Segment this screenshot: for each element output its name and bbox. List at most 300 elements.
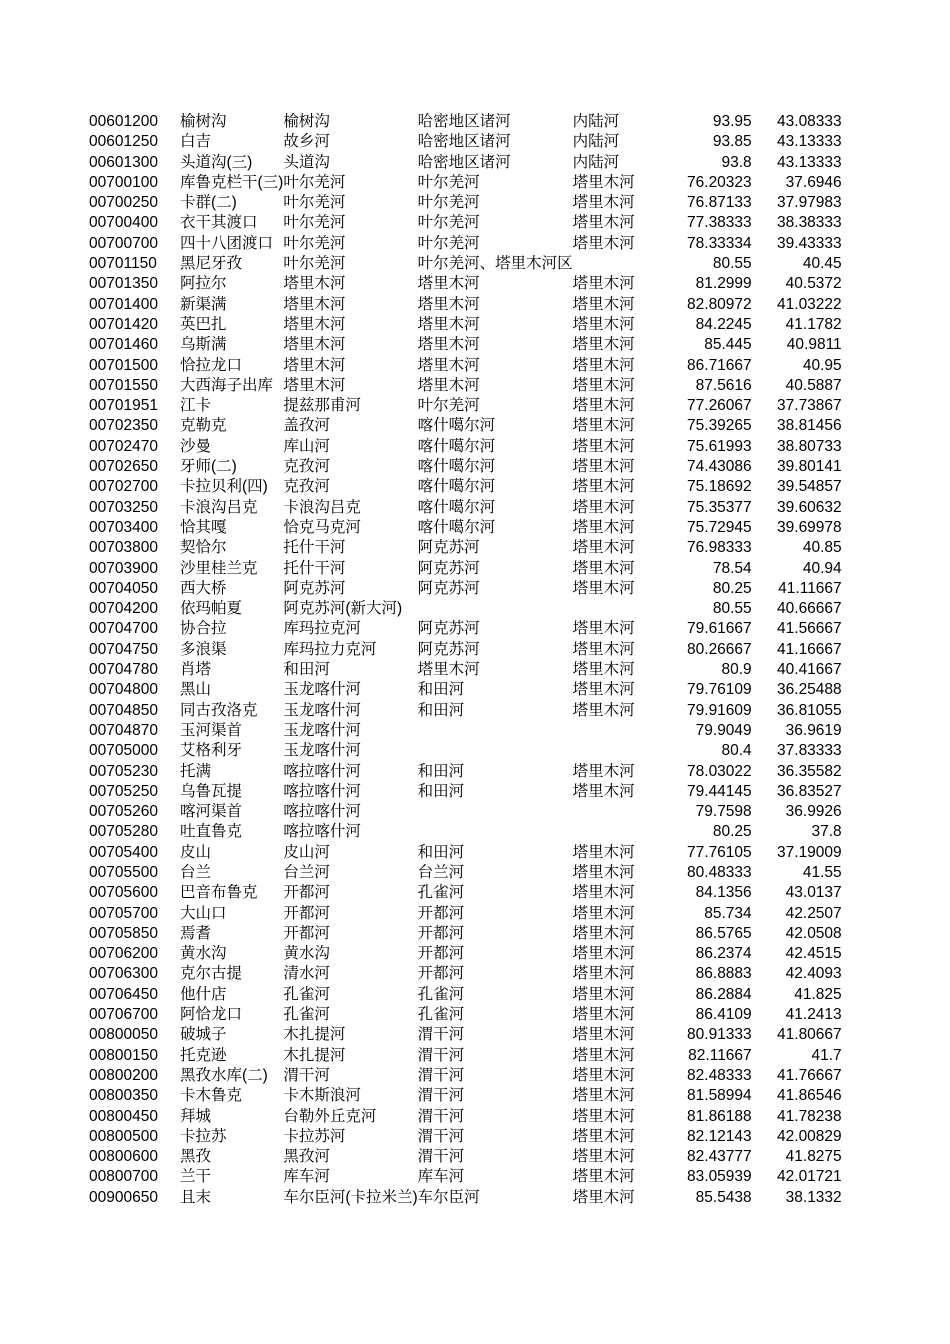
basin-cell[interactable]: 车尔臣河 xyxy=(417,1188,480,1206)
river-cell[interactable]: 叶尔羌河 xyxy=(283,234,346,252)
river-cell[interactable]: 喀拉喀什河 xyxy=(283,762,361,780)
river-system-cell[interactable]: 塔里木河 xyxy=(572,701,635,719)
station-code-cell[interactable]: 00706200 xyxy=(89,945,158,963)
latitude-cell[interactable]: 40.5887 xyxy=(785,376,842,394)
longitude-cell[interactable]: 80.91333 xyxy=(687,1026,752,1044)
station-name-cell[interactable]: 阿拉尔 xyxy=(180,275,227,293)
station-code-cell[interactable]: 00706450 xyxy=(89,985,158,1003)
latitude-cell[interactable]: 41.2413 xyxy=(785,1006,842,1024)
river-cell[interactable]: 卡拉苏河 xyxy=(283,1127,346,1145)
basin-cell[interactable]: 孔雀河 xyxy=(417,985,465,1003)
latitude-cell[interactable]: 40.94 xyxy=(802,559,842,577)
station-code-cell[interactable]: 00705260 xyxy=(89,803,158,821)
river-cell[interactable]: 喀拉喀什河 xyxy=(283,782,361,800)
basin-cell[interactable] xyxy=(418,822,573,842)
river-cell[interactable]: 渭干河 xyxy=(283,1066,330,1084)
longitude-cell[interactable]: 74.43086 xyxy=(687,458,752,476)
station-code-cell[interactable]: 00601300 xyxy=(89,153,158,171)
longitude-cell[interactable]: 75.72945 xyxy=(687,518,752,536)
station-code-cell[interactable]: 00800050 xyxy=(89,1026,158,1044)
station-name-cell[interactable]: 依玛帕夏 xyxy=(180,600,243,618)
latitude-cell[interactable]: 41.56667 xyxy=(777,620,842,638)
river-cell[interactable]: 开都河 xyxy=(283,904,330,922)
station-code-cell[interactable]: 00705250 xyxy=(89,782,158,800)
river-cell[interactable]: 卡浪沟吕克 xyxy=(283,498,361,516)
station-name-cell[interactable]: 破城子 xyxy=(180,1026,227,1044)
station-name-cell[interactable]: 乌斯满 xyxy=(180,336,227,354)
river-cell[interactable]: 托什干河 xyxy=(283,539,346,557)
river-cell[interactable]: 塔里木河 xyxy=(283,275,346,293)
station-name-cell[interactable]: 大西海子出库 xyxy=(180,376,274,394)
station-name-cell[interactable]: 卡拉贝利(四) xyxy=(180,478,268,496)
longitude-cell[interactable]: 87.5616 xyxy=(695,376,752,394)
basin-cell[interactable]: 塔里木河 xyxy=(417,336,480,354)
basin-cell[interactable]: 喀什噶尔河 xyxy=(417,518,496,536)
latitude-cell[interactable]: 37.6946 xyxy=(785,173,842,191)
river-system-cell[interactable]: 塔里木河 xyxy=(572,1127,635,1145)
longitude-cell[interactable]: 81.58994 xyxy=(687,1087,752,1105)
longitude-cell[interactable]: 77.76105 xyxy=(687,843,752,861)
latitude-cell[interactable]: 43.08333 xyxy=(777,113,842,130)
longitude-cell[interactable]: 80.55 xyxy=(712,600,752,618)
river-system-cell[interactable]: 塔里木河 xyxy=(572,945,635,963)
basin-cell[interactable]: 叶尔羌河 xyxy=(417,194,480,212)
basin-cell[interactable]: 喀什噶尔河 xyxy=(417,498,496,516)
station-code-cell[interactable]: 00701500 xyxy=(89,356,158,374)
river-system-cell[interactable]: 塔里木河 xyxy=(572,1087,635,1105)
basin-cell[interactable]: 渭干河 xyxy=(417,1066,465,1084)
latitude-cell[interactable]: 43.13333 xyxy=(777,133,842,151)
river-cell[interactable]: 喀拉喀什河 xyxy=(283,823,361,841)
river-system-cell[interactable]: 塔里木河 xyxy=(572,539,635,557)
station-code-cell[interactable]: 00800450 xyxy=(89,1107,158,1125)
river-system-cell[interactable]: 内陆河 xyxy=(572,113,620,130)
river-system-cell[interactable] xyxy=(573,599,664,619)
station-code-cell[interactable]: 00704050 xyxy=(89,579,158,597)
station-code-cell[interactable]: 00703900 xyxy=(89,559,158,577)
station-code-cell[interactable]: 00704870 xyxy=(89,721,158,739)
longitude-cell[interactable]: 75.18692 xyxy=(687,478,752,496)
river-system-cell[interactable]: 塔里木河 xyxy=(572,498,635,516)
river-cell[interactable]: 塔里木河 xyxy=(283,315,346,333)
river-system-cell[interactable]: 内陆河 xyxy=(572,153,620,171)
river-cell[interactable]: 台勒外丘克河 xyxy=(283,1107,377,1125)
longitude-cell[interactable]: 82.11667 xyxy=(688,1046,752,1064)
river-cell[interactable]: 开都河 xyxy=(283,884,330,902)
river-cell[interactable]: 库车河 xyxy=(283,1168,330,1186)
longitude-cell[interactable]: 80.9 xyxy=(721,661,752,679)
basin-cell[interactable]: 阿克苏河 xyxy=(417,640,480,658)
river-system-cell[interactable]: 塔里木河 xyxy=(572,214,635,232)
station-name-cell[interactable]: 卡浪沟吕克 xyxy=(180,498,258,516)
basin-cell[interactable]: 阿克苏河 xyxy=(417,620,480,638)
river-cell[interactable]: 木扎提河 xyxy=(283,1026,346,1044)
station-code-cell[interactable]: 00703400 xyxy=(89,518,158,536)
river-cell[interactable]: 黑孜河 xyxy=(283,1148,330,1166)
river-system-cell[interactable]: 内陆河 xyxy=(572,133,620,151)
basin-cell[interactable]: 渭干河 xyxy=(417,1107,465,1125)
station-name-cell[interactable]: 黑孜 xyxy=(180,1148,212,1166)
longitude-cell[interactable]: 79.44145 xyxy=(687,782,752,800)
river-system-cell[interactable]: 塔里木河 xyxy=(572,194,635,212)
latitude-cell[interactable]: 43.0137 xyxy=(785,884,842,902)
longitude-cell[interactable]: 75.61993 xyxy=(687,437,752,455)
basin-cell[interactable]: 喀什噶尔河 xyxy=(417,417,496,435)
longitude-cell[interactable]: 85.5438 xyxy=(695,1188,752,1206)
station-code-cell[interactable]: 00701420 xyxy=(89,315,158,333)
longitude-cell[interactable]: 93.85 xyxy=(712,133,752,151)
station-code-cell[interactable]: 00800350 xyxy=(89,1087,158,1105)
basin-cell[interactable]: 阿克苏河 xyxy=(417,539,480,557)
longitude-cell[interactable]: 82.43777 xyxy=(687,1148,752,1166)
river-system-cell[interactable]: 塔里木河 xyxy=(572,315,635,333)
latitude-cell[interactable]: 38.80733 xyxy=(777,437,842,455)
basin-cell[interactable]: 哈密地区诸河 xyxy=(417,113,511,130)
longitude-cell[interactable]: 76.87133 xyxy=(687,194,752,212)
station-name-cell[interactable]: 英巴扎 xyxy=(180,315,227,333)
station-name-cell[interactable]: 艾格利牙 xyxy=(180,742,243,760)
station-name-cell[interactable]: 克尔古提 xyxy=(180,965,243,983)
station-name-cell[interactable]: 多浪渠 xyxy=(180,640,227,658)
river-system-cell[interactable]: 塔里木河 xyxy=(572,1188,635,1206)
longitude-cell[interactable]: 79.91609 xyxy=(687,701,752,719)
longitude-cell[interactable]: 79.61667 xyxy=(687,620,752,638)
longitude-cell[interactable]: 80.48333 xyxy=(687,863,752,881)
latitude-cell[interactable]: 41.8275 xyxy=(785,1148,842,1166)
longitude-cell[interactable]: 86.2884 xyxy=(695,985,752,1003)
station-name-cell[interactable]: 衣干其渡口 xyxy=(180,214,258,232)
longitude-cell[interactable]: 86.2374 xyxy=(695,945,752,963)
latitude-cell[interactable]: 40.9811 xyxy=(786,336,842,354)
river-cell[interactable]: 车尔臣河(卡拉米兰) xyxy=(283,1188,418,1206)
river-system-cell[interactable]: 塔里木河 xyxy=(572,762,635,780)
station-code-cell[interactable]: 00700100 xyxy=(89,173,158,191)
river-cell[interactable]: 玉龙喀什河 xyxy=(283,742,361,760)
latitude-cell[interactable]: 41.86546 xyxy=(777,1087,842,1105)
station-code-cell[interactable]: 00703800 xyxy=(89,539,158,557)
station-code-cell[interactable]: 00704700 xyxy=(89,620,158,638)
station-name-cell[interactable]: 托克逊 xyxy=(180,1046,227,1064)
basin-cell[interactable]: 塔里木河 xyxy=(417,275,480,293)
longitude-cell[interactable]: 80.25 xyxy=(712,823,752,841)
river-system-cell[interactable]: 塔里木河 xyxy=(572,397,635,415)
station-name-cell[interactable]: 沙曼 xyxy=(180,437,212,455)
basin-cell[interactable]: 叶尔羌河 xyxy=(417,173,480,191)
station-name-cell[interactable]: 库鲁克栏干(三) xyxy=(180,173,284,191)
river-system-cell[interactable]: 塔里木河 xyxy=(572,1026,635,1044)
basin-cell[interactable]: 喀什噶尔河 xyxy=(417,458,496,476)
river-cell[interactable]: 塔里木河 xyxy=(283,336,346,354)
station-name-cell[interactable]: 拜城 xyxy=(180,1107,212,1125)
latitude-cell[interactable]: 36.25488 xyxy=(777,681,842,699)
river-cell[interactable]: 黄水沟 xyxy=(283,945,330,963)
river-cell[interactable]: 恰克马克河 xyxy=(283,518,361,536)
station-code-cell[interactable]: 00705280 xyxy=(89,823,158,841)
river-system-cell[interactable] xyxy=(573,741,664,761)
river-cell[interactable]: 孔雀河 xyxy=(283,985,330,1003)
latitude-cell[interactable]: 39.43333 xyxy=(777,234,842,252)
station-name-cell[interactable]: 巴音布鲁克 xyxy=(180,884,258,902)
basin-cell[interactable]: 叶尔羌河 xyxy=(417,234,480,252)
latitude-cell[interactable]: 41.03222 xyxy=(777,295,842,313)
station-name-cell[interactable]: 恰其嘎 xyxy=(180,518,227,536)
river-cell[interactable]: 皮山河 xyxy=(283,843,330,861)
longitude-cell[interactable]: 86.4109 xyxy=(695,1006,752,1024)
station-code-cell[interactable]: 00800500 xyxy=(89,1127,158,1145)
latitude-cell[interactable]: 41.76667 xyxy=(777,1066,842,1084)
latitude-cell[interactable]: 38.81456 xyxy=(777,417,842,435)
basin-cell[interactable]: 塔里木河 xyxy=(417,661,480,679)
basin-cell[interactable]: 孔雀河 xyxy=(417,1006,465,1024)
river-system-cell[interactable]: 塔里木河 xyxy=(572,1168,635,1186)
basin-cell[interactable]: 和田河 xyxy=(417,701,465,719)
basin-cell[interactable]: 开都河 xyxy=(417,904,465,922)
station-name-cell[interactable]: 榆树沟 xyxy=(180,113,227,130)
basin-cell[interactable]: 叶尔羌河 xyxy=(417,214,480,232)
station-name-cell[interactable]: 新渠满 xyxy=(180,295,227,313)
river-cell[interactable]: 头道沟 xyxy=(283,153,330,171)
river-system-cell[interactable]: 塔里木河 xyxy=(572,863,635,881)
latitude-cell[interactable]: 42.2507 xyxy=(785,904,842,922)
river-system-cell[interactable]: 塔里木河 xyxy=(572,985,635,1003)
river-system-cell[interactable]: 塔里木河 xyxy=(572,620,635,638)
latitude-cell[interactable]: 40.66667 xyxy=(777,600,842,618)
longitude-cell[interactable]: 76.98333 xyxy=(687,539,752,557)
station-code-cell[interactable]: 00601250 xyxy=(89,133,158,151)
latitude-cell[interactable]: 42.01721 xyxy=(777,1168,842,1186)
river-system-cell[interactable]: 塔里木河 xyxy=(572,173,635,191)
river-system-cell[interactable]: 塔里木河 xyxy=(572,843,635,861)
station-name-cell[interactable]: 黑山 xyxy=(180,681,212,699)
river-cell[interactable]: 库玛拉克河 xyxy=(283,620,361,638)
station-name-cell[interactable]: 同古孜洛克 xyxy=(180,701,258,719)
longitude-cell[interactable]: 77.38333 xyxy=(687,214,752,232)
longitude-cell[interactable]: 81.2999 xyxy=(695,275,752,293)
river-cell[interactable]: 故乡河 xyxy=(283,133,330,151)
station-name-cell[interactable]: 兰干 xyxy=(180,1168,212,1186)
longitude-cell[interactable]: 86.71667 xyxy=(687,356,752,374)
basin-cell[interactable]: 渭干河 xyxy=(417,1087,465,1105)
river-cell[interactable]: 玉龙喀什河 xyxy=(283,701,361,719)
latitude-cell[interactable]: 39.60632 xyxy=(777,498,842,516)
longitude-cell[interactable]: 77.26067 xyxy=(687,397,752,415)
station-code-cell[interactable]: 00702350 xyxy=(89,417,158,435)
latitude-cell[interactable]: 41.825 xyxy=(794,985,842,1003)
basin-cell[interactable] xyxy=(418,721,573,741)
basin-cell[interactable]: 台兰河 xyxy=(417,863,465,881)
latitude-cell[interactable]: 42.0508 xyxy=(785,924,842,942)
river-system-cell[interactable]: 塔里木河 xyxy=(572,336,635,354)
station-name-cell[interactable]: 且末 xyxy=(180,1188,212,1206)
basin-cell[interactable] xyxy=(418,599,573,619)
basin-cell[interactable]: 叶尔羌河、塔里木河区 xyxy=(417,255,573,273)
station-code-cell[interactable]: 00704780 xyxy=(89,661,158,679)
station-code-cell[interactable]: 00705600 xyxy=(89,884,158,902)
river-cell[interactable]: 叶尔羌河 xyxy=(283,194,346,212)
station-name-cell[interactable]: 喀河渠首 xyxy=(180,803,243,821)
longitude-cell[interactable]: 93.95 xyxy=(712,113,752,130)
latitude-cell[interactable]: 41.16667 xyxy=(777,640,842,658)
river-cell[interactable]: 塔里木河 xyxy=(283,295,346,313)
station-code-cell[interactable]: 00701550 xyxy=(89,376,158,394)
station-code-cell[interactable]: 00702470 xyxy=(89,437,158,455)
station-name-cell[interactable]: 肖塔 xyxy=(180,661,212,679)
longitude-cell[interactable]: 78.03022 xyxy=(687,762,752,780)
river-system-cell[interactable]: 塔里木河 xyxy=(572,1107,635,1125)
latitude-cell[interactable]: 41.80667 xyxy=(777,1026,842,1044)
river-system-cell[interactable] xyxy=(573,254,664,274)
river-cell[interactable]: 开都河 xyxy=(283,924,330,942)
longitude-cell[interactable]: 93.8 xyxy=(721,153,752,171)
river-system-cell[interactable]: 塔里木河 xyxy=(572,417,635,435)
station-name-cell[interactable]: 托满 xyxy=(180,762,212,780)
river-system-cell[interactable]: 塔里木河 xyxy=(572,640,635,658)
station-name-cell[interactable]: 乌鲁瓦提 xyxy=(180,782,243,800)
basin-cell[interactable]: 叶尔羌河 xyxy=(417,397,480,415)
river-cell[interactable]: 卡木斯浪河 xyxy=(283,1087,361,1105)
station-name-cell[interactable]: 黄水沟 xyxy=(180,945,227,963)
station-name-cell[interactable]: 黑孜水库(二) xyxy=(180,1066,268,1084)
station-code-cell[interactable]: 00800150 xyxy=(89,1046,158,1064)
basin-cell[interactable] xyxy=(418,802,573,822)
latitude-cell[interactable]: 39.54857 xyxy=(777,478,842,496)
river-system-cell[interactable]: 塔里木河 xyxy=(572,579,635,597)
river-system-cell[interactable]: 塔里木河 xyxy=(572,681,635,699)
longitude-cell[interactable]: 85.734 xyxy=(704,904,752,922)
river-system-cell[interactable] xyxy=(573,802,664,822)
latitude-cell[interactable]: 40.85 xyxy=(802,539,842,557)
station-code-cell[interactable]: 00704850 xyxy=(89,701,158,719)
station-code-cell[interactable]: 00704800 xyxy=(89,681,158,699)
river-cell[interactable]: 阿克苏河(新大河) xyxy=(283,600,403,618)
station-name-cell[interactable]: 头道沟(三) xyxy=(180,153,253,171)
river-system-cell[interactable]: 塔里木河 xyxy=(572,478,635,496)
longitude-cell[interactable]: 84.1356 xyxy=(695,884,752,902)
station-code-cell[interactable]: 00702650 xyxy=(89,458,158,476)
latitude-cell[interactable]: 36.9926 xyxy=(785,803,842,821)
longitude-cell[interactable]: 75.35377 xyxy=(687,498,752,516)
station-name-cell[interactable]: 牙师(二) xyxy=(180,458,237,476)
basin-cell[interactable]: 库车河 xyxy=(417,1168,465,1186)
station-code-cell[interactable]: 00701951 xyxy=(89,397,158,415)
station-code-cell[interactable]: 00900650 xyxy=(89,1188,158,1206)
latitude-cell[interactable]: 38.38333 xyxy=(777,214,842,232)
latitude-cell[interactable]: 41.78238 xyxy=(777,1107,842,1125)
river-cell[interactable]: 木扎提河 xyxy=(283,1046,346,1064)
station-code-cell[interactable]: 00704200 xyxy=(89,600,158,618)
station-name-cell[interactable]: 卡木鲁克 xyxy=(180,1087,243,1105)
river-cell[interactable]: 清水河 xyxy=(283,965,330,983)
river-system-cell[interactable]: 塔里木河 xyxy=(572,356,635,374)
station-name-cell[interactable]: 黑尼牙孜 xyxy=(180,255,243,273)
river-system-cell[interactable]: 塔里木河 xyxy=(572,437,635,455)
river-system-cell[interactable] xyxy=(573,822,664,842)
station-code-cell[interactable]: 00706300 xyxy=(89,965,158,983)
basin-cell[interactable]: 阿克苏河 xyxy=(417,579,480,597)
river-system-cell[interactable]: 塔里木河 xyxy=(572,661,635,679)
latitude-cell[interactable]: 36.35582 xyxy=(777,762,842,780)
longitude-cell[interactable]: 80.55 xyxy=(712,255,752,273)
longitude-cell[interactable]: 85.445 xyxy=(704,336,752,354)
river-cell[interactable]: 和田河 xyxy=(283,661,330,679)
latitude-cell[interactable]: 40.41667 xyxy=(777,661,842,679)
river-cell[interactable]: 台兰河 xyxy=(283,863,330,881)
station-code-cell[interactable]: 00705500 xyxy=(89,863,158,881)
river-system-cell[interactable]: 塔里木河 xyxy=(572,559,635,577)
station-name-cell[interactable]: 他什店 xyxy=(180,985,227,1003)
station-name-cell[interactable]: 白吉 xyxy=(180,133,212,151)
longitude-cell[interactable]: 86.5765 xyxy=(695,924,752,942)
river-cell[interactable]: 叶尔羌河 xyxy=(283,255,346,273)
latitude-cell[interactable]: 41.11667 xyxy=(778,579,842,597)
river-system-cell[interactable]: 塔里木河 xyxy=(572,1046,635,1064)
river-cell[interactable]: 克孜河 xyxy=(283,478,330,496)
station-name-cell[interactable]: 恰拉龙口 xyxy=(180,356,243,374)
station-code-cell[interactable]: 00704750 xyxy=(89,640,158,658)
river-cell[interactable]: 托什干河 xyxy=(283,559,346,577)
station-code-cell[interactable]: 00700400 xyxy=(89,214,158,232)
basin-cell[interactable] xyxy=(418,741,573,761)
river-system-cell[interactable]: 塔里木河 xyxy=(572,376,635,394)
basin-cell[interactable]: 渭干河 xyxy=(417,1148,465,1166)
station-code-cell[interactable]: 00800200 xyxy=(89,1066,158,1084)
station-name-cell[interactable]: 吐直鲁克 xyxy=(180,823,243,841)
river-system-cell[interactable]: 塔里木河 xyxy=(572,1066,635,1084)
basin-cell[interactable]: 塔里木河 xyxy=(417,315,480,333)
station-name-cell[interactable]: 卡拉苏 xyxy=(180,1127,227,1145)
river-cell[interactable]: 叶尔羌河 xyxy=(283,173,346,191)
station-code-cell[interactable]: 00703250 xyxy=(89,498,158,516)
station-name-cell[interactable]: 江卡 xyxy=(180,397,212,415)
river-cell[interactable]: 克孜河 xyxy=(283,458,330,476)
station-name-cell[interactable]: 阿恰龙口 xyxy=(180,1006,243,1024)
latitude-cell[interactable]: 37.8 xyxy=(811,823,842,841)
longitude-cell[interactable]: 79.76109 xyxy=(687,681,752,699)
longitude-cell[interactable]: 78.54 xyxy=(712,559,752,577)
river-cell[interactable]: 阿克苏河 xyxy=(283,579,346,597)
station-code-cell[interactable]: 00700700 xyxy=(89,234,158,252)
station-code-cell[interactable]: 00701150 xyxy=(89,255,157,273)
station-name-cell[interactable]: 玉河渠首 xyxy=(180,721,243,739)
latitude-cell[interactable]: 41.7 xyxy=(811,1046,842,1064)
station-name-cell[interactable]: 焉耆 xyxy=(180,924,212,942)
latitude-cell[interactable]: 36.83527 xyxy=(777,782,842,800)
basin-cell[interactable]: 阿克苏河 xyxy=(417,559,480,577)
basin-cell[interactable]: 和田河 xyxy=(417,681,465,699)
longitude-cell[interactable]: 81.86188 xyxy=(687,1107,752,1125)
latitude-cell[interactable]: 41.1782 xyxy=(785,315,842,333)
river-cell[interactable]: 库山河 xyxy=(283,437,330,455)
latitude-cell[interactable]: 38.1332 xyxy=(785,1188,842,1206)
longitude-cell[interactable]: 83.05939 xyxy=(687,1168,752,1186)
longitude-cell[interactable]: 80.25 xyxy=(712,579,752,597)
station-code-cell[interactable]: 00705850 xyxy=(89,924,158,942)
river-cell[interactable]: 塔里木河 xyxy=(283,376,346,394)
station-code-cell[interactable]: 00700250 xyxy=(89,194,158,212)
longitude-cell[interactable]: 86.8883 xyxy=(695,965,752,983)
river-cell[interactable]: 玉龙喀什河 xyxy=(283,681,361,699)
basin-cell[interactable]: 喀什噶尔河 xyxy=(417,478,496,496)
station-code-cell[interactable]: 00701460 xyxy=(89,336,158,354)
station-code-cell[interactable]: 00705230 xyxy=(89,762,158,780)
station-name-cell[interactable]: 皮山 xyxy=(180,843,212,861)
station-name-cell[interactable]: 卡群(二) xyxy=(180,194,237,212)
basin-cell[interactable]: 和田河 xyxy=(417,762,465,780)
basin-cell[interactable]: 开都河 xyxy=(417,924,465,942)
river-system-cell[interactable]: 塔里木河 xyxy=(572,295,635,313)
river-cell[interactable]: 库玛拉力克河 xyxy=(283,640,377,658)
latitude-cell[interactable]: 37.83333 xyxy=(777,742,842,760)
